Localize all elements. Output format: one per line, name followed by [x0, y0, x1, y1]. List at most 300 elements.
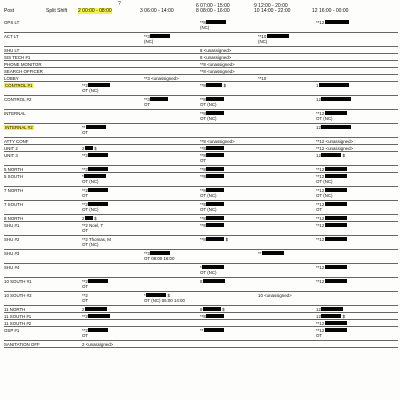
cell-line — [316, 237, 400, 242]
shift-cell — [200, 48, 310, 53]
cell-text: OT (NC) — [82, 87, 99, 93]
cell-text: **8 — [200, 173, 206, 179]
shift-cell — [200, 146, 310, 151]
post-name: OPS LT — [4, 19, 20, 25]
schedule-row — [4, 341, 398, 348]
cell-text: * — [200, 264, 202, 270]
cell-text: 8 <unassigned> — [200, 54, 232, 60]
cell-text: **8 — [200, 222, 206, 228]
cell-line — [316, 179, 400, 184]
shift-2-header: 2 00:00 - 08:00 — [78, 8, 112, 14]
cell-text: **8 — [200, 201, 206, 207]
post-name: 10 SOUTH #2 — [4, 292, 32, 298]
cell-line — [258, 251, 368, 256]
shift-cell — [200, 55, 310, 60]
cell-text: **12 — [316, 166, 325, 172]
cell-text: OT — [82, 129, 89, 135]
cell-text: 2 — [82, 145, 85, 151]
cell-text: **12 — [316, 19, 325, 25]
redaction-bar — [146, 293, 166, 298]
cell-line — [200, 223, 310, 228]
redaction-bar — [85, 307, 107, 312]
schedule-row — [4, 19, 398, 33]
cell-text: OT — [316, 206, 323, 212]
cell-text: $ — [341, 152, 346, 158]
redaction-bar — [325, 223, 347, 228]
shift-cell — [316, 146, 400, 151]
post-name: ATTY CONF — [4, 138, 29, 144]
cell-text: $ — [92, 215, 97, 221]
post-name: SHU LT — [4, 47, 20, 53]
shift-cell — [200, 279, 310, 284]
shift-cell — [316, 279, 400, 284]
redaction-bar — [206, 97, 224, 102]
shift-cell — [200, 139, 310, 144]
cell-line — [316, 223, 400, 228]
schedule-row — [4, 166, 398, 173]
shift-cell — [200, 216, 310, 221]
redaction-bar — [321, 97, 351, 102]
schedule-row — [4, 313, 398, 320]
shift-cell — [82, 125, 192, 135]
shift-cell — [82, 202, 192, 212]
schedule-row — [4, 61, 398, 68]
redaction-bar — [325, 167, 347, 172]
cell-text: **12 — [316, 110, 325, 116]
cell-text: 12 — [316, 152, 321, 158]
redaction-bar — [206, 20, 226, 25]
cell-line — [200, 279, 310, 284]
cell-line — [200, 139, 310, 144]
redaction-bar — [267, 34, 289, 39]
redaction-bar — [204, 328, 224, 333]
cell-text: (NC) — [200, 24, 210, 30]
shift-cell — [200, 69, 310, 74]
cell-text: 12 — [316, 124, 321, 130]
cell-text: **3 — [144, 96, 150, 102]
cell-text: 2 <unassigned> — [82, 341, 114, 347]
cell-line — [82, 228, 192, 233]
cell-text: **2 — [82, 166, 88, 172]
cell-text: OT — [82, 332, 89, 338]
cell-text: * — [144, 292, 146, 298]
post-name: 7 SOUTH — [4, 201, 24, 207]
cell-text: OT (NC) — [316, 178, 333, 184]
redaction-bar — [206, 167, 224, 172]
redaction-bar — [150, 251, 170, 256]
cell-text: **8 — [200, 110, 206, 116]
redaction-bar — [88, 167, 108, 172]
redaction-bar — [319, 83, 349, 88]
redaction-bar — [206, 223, 224, 228]
cell-line — [200, 146, 310, 151]
cell-text: $ — [220, 306, 225, 312]
post-column-header: Post — [4, 8, 15, 14]
shift-cell — [316, 111, 400, 121]
cell-line — [200, 270, 310, 275]
redaction-bar — [206, 83, 222, 88]
shift-cell — [200, 237, 310, 242]
cell-line — [82, 342, 192, 347]
cell-text: 2 — [82, 306, 85, 312]
cell-text: ** — [200, 327, 204, 333]
shift-cell — [144, 293, 254, 303]
cell-text: **2 — [82, 187, 88, 193]
cell-text: * — [82, 173, 84, 179]
cell-text: **2 Noel, T — [82, 222, 104, 228]
cell-text: (NC) — [258, 38, 268, 44]
cell-line — [82, 307, 192, 312]
schedule-row — [4, 236, 398, 250]
cell-line — [82, 216, 192, 221]
redaction-bar — [88, 279, 108, 284]
schedule-row — [4, 327, 398, 341]
cell-text: 12 — [316, 96, 321, 102]
cell-text: OT — [82, 297, 89, 303]
cell-line — [316, 265, 400, 270]
shift-cell — [200, 111, 310, 121]
post-name: ACT LT — [4, 33, 19, 39]
cell-line — [316, 20, 400, 25]
cell-text: OT — [316, 332, 323, 338]
cell-text: **2 — [82, 327, 88, 333]
cell-text: $ — [222, 82, 227, 88]
cell-line — [144, 76, 254, 81]
shift-cell — [316, 216, 400, 221]
cell-text: OT — [200, 157, 207, 163]
cell-text: **12 — [316, 320, 325, 326]
cell-line — [316, 321, 400, 326]
redaction-bar — [321, 153, 341, 158]
cell-line — [316, 167, 400, 172]
post-name: UNIT 3 — [4, 152, 18, 158]
shift-cell — [316, 307, 400, 312]
cell-line — [258, 293, 368, 298]
cell-line — [316, 307, 400, 312]
shift-cell — [82, 83, 192, 93]
cell-text: OT (NC) — [82, 178, 99, 184]
shift-cell — [200, 97, 310, 107]
post-name: LOBBY — [4, 75, 19, 81]
cell-line — [316, 139, 400, 144]
cell-line — [82, 333, 192, 338]
shift-cell — [82, 223, 192, 233]
cell-text: $ — [92, 145, 97, 151]
redaction-bar — [150, 97, 168, 102]
post-name: 5 SOUTH — [4, 173, 24, 179]
shift-cell — [316, 223, 400, 228]
cell-text: **2 — [82, 82, 88, 88]
redaction-bar — [325, 279, 347, 284]
shift-cell — [316, 97, 400, 102]
redaction-bar — [321, 314, 341, 319]
post-name: PHONE MONITOR — [4, 61, 42, 67]
cell-line — [316, 125, 400, 130]
cell-text: **3 — [144, 250, 150, 256]
cell-text: 8 — [200, 306, 203, 312]
cell-line — [316, 333, 400, 338]
post-name: 5 NORTH — [4, 166, 24, 172]
shift-cell — [316, 20, 400, 25]
cell-text: **2 — [82, 313, 88, 319]
shift-cell — [200, 153, 310, 163]
cell-text: OT (NC) — [316, 192, 333, 198]
schedule-row — [4, 264, 398, 278]
redaction-bar — [206, 202, 224, 207]
cell-text: **2 — [82, 152, 88, 158]
schedule-table — [4, 19, 398, 348]
cell-line — [200, 174, 310, 179]
shift-cell — [82, 314, 192, 319]
shift-cell — [200, 62, 310, 67]
cell-line — [316, 207, 400, 212]
shift-cell — [316, 139, 400, 144]
shift-cell — [316, 174, 400, 184]
redaction-bar — [206, 174, 224, 179]
cell-text: **2 Thomas, M — [82, 236, 111, 242]
post-name: SHU #2 — [4, 236, 20, 242]
shift-cell — [200, 314, 310, 319]
cell-text: ** — [82, 124, 86, 130]
cell-line — [82, 146, 192, 151]
post-name: SIS TECH #1 — [4, 54, 31, 60]
shift-cell — [144, 251, 254, 261]
redaction-bar — [325, 188, 347, 193]
cell-text: **8 — [200, 82, 206, 88]
cell-line — [200, 102, 310, 107]
shift-6-header: 6 07:00 - 15:00 — [196, 3, 230, 9]
shift-cell — [200, 83, 310, 88]
cell-text: **12 — [316, 264, 325, 270]
redaction-bar — [206, 111, 224, 116]
post-name: INTERNAL #2 — [5, 124, 33, 130]
redaction-bar — [84, 174, 106, 179]
redaction-bar — [202, 265, 224, 270]
cell-line — [82, 284, 192, 289]
cell-text: **8 — [200, 152, 206, 158]
shift-cell — [316, 328, 400, 338]
redaction-bar — [325, 237, 347, 242]
shift-cell — [200, 328, 310, 333]
cell-text: OT (NC) — [200, 269, 217, 275]
redaction-bar — [85, 216, 93, 221]
shift-cell — [258, 293, 368, 298]
cell-line — [200, 116, 310, 121]
cell-text: **12 <unassigned> — [316, 138, 354, 144]
cell-text: **8 <unassigned> — [200, 138, 235, 144]
cell-text: $ — [341, 313, 346, 319]
cell-line — [258, 76, 368, 81]
schedule-row — [4, 215, 398, 222]
schedule-row — [4, 96, 398, 110]
schedule-row — [4, 110, 398, 124]
shift-cell — [82, 279, 192, 289]
cell-text: ** — [258, 250, 262, 256]
redaction-bar — [206, 153, 224, 158]
cell-text: **10 — [258, 75, 267, 81]
cell-line — [200, 328, 310, 333]
shift-cell — [258, 251, 368, 256]
shift-cell — [82, 167, 192, 172]
redaction-bar — [88, 314, 110, 319]
shift-cell — [258, 34, 368, 44]
cell-text: $ — [224, 236, 229, 242]
cell-line — [82, 314, 192, 319]
shift-cell — [82, 146, 192, 151]
redaction-bar — [206, 146, 224, 151]
cell-line — [82, 167, 192, 172]
cell-text: OT (NC) — [82, 241, 99, 247]
cell-text: OT (NC) — [200, 206, 217, 212]
post-name: 11 SOUTH #1 — [4, 313, 32, 319]
cell-text: $ — [166, 292, 170, 298]
shift-cell — [200, 20, 310, 30]
shift-cell — [200, 307, 310, 312]
redaction-bar — [325, 202, 347, 207]
schedule-row — [4, 145, 398, 152]
cell-text: **8 — [200, 96, 206, 102]
post-name: 11 NORTH — [4, 306, 26, 312]
redaction-bar — [88, 328, 108, 333]
redaction-bar — [262, 251, 284, 256]
cell-text: **3 — [144, 33, 150, 39]
post-name: 11 SOUTH #2 — [4, 320, 32, 326]
shift-cell — [82, 188, 192, 198]
redaction-bar — [206, 314, 224, 319]
cell-line — [82, 242, 192, 247]
post-name: 8 NORTH — [4, 215, 24, 221]
cell-line — [82, 130, 192, 135]
cell-text: OT — [82, 192, 89, 198]
cell-line — [316, 153, 400, 158]
cell-line — [258, 39, 368, 44]
shift-12-header: 12 16:00 - 00:00 — [312, 8, 349, 14]
shift-cell — [200, 265, 310, 275]
cell-text: **8 — [200, 215, 206, 221]
shift-cell — [316, 153, 400, 158]
cell-text: **12 — [316, 222, 325, 228]
redaction-bar — [325, 216, 347, 221]
schedule-row — [4, 33, 398, 47]
cell-text: 12 — [316, 313, 321, 319]
redaction-bar — [88, 83, 110, 88]
cell-text: **2 — [82, 201, 88, 207]
schedule-row — [4, 82, 398, 96]
redaction-bar — [203, 279, 225, 284]
shift-cell — [82, 307, 192, 312]
schedule-row — [4, 54, 398, 61]
redaction-bar — [86, 125, 106, 130]
schedule-row — [4, 201, 398, 215]
post-name: SHU #1 — [4, 222, 20, 228]
shift-cell — [82, 174, 192, 184]
shift-cell — [316, 167, 400, 172]
schedule-row — [4, 222, 398, 236]
post-name: OSP #1 — [4, 327, 20, 333]
post-name: INTERNAL — [4, 110, 26, 116]
post-name: SHU #3 — [4, 250, 20, 256]
cell-line — [144, 39, 254, 44]
cell-line — [316, 314, 400, 319]
shift-cell — [316, 321, 400, 326]
cell-line — [200, 307, 310, 312]
shift-cell — [316, 237, 400, 242]
cell-text: OT — [82, 227, 89, 233]
cell-text: **12 — [316, 187, 325, 193]
cell-text: **8 <unassigned> — [200, 68, 235, 74]
cell-text: **12 — [316, 278, 325, 284]
redaction-bar — [325, 174, 347, 179]
post-name: UNIT 2 — [4, 145, 18, 151]
redaction-bar — [325, 265, 347, 270]
split-shift-header: Split Shift — [46, 8, 68, 14]
schedule-row — [4, 292, 398, 306]
shift-cell — [316, 125, 400, 130]
cell-text: **2 — [82, 278, 88, 284]
shift-cell — [200, 223, 310, 228]
shift-cell — [316, 188, 400, 198]
cell-line — [82, 153, 192, 158]
shift-cell — [82, 216, 192, 221]
post-name: SHU #4 — [4, 264, 20, 270]
cell-line — [200, 62, 310, 67]
cell-line — [316, 216, 400, 221]
shift-cell — [82, 237, 192, 247]
cell-line — [200, 83, 310, 88]
cell-line — [316, 193, 400, 198]
post-name: CONTROL #2 — [4, 96, 32, 102]
cell-text: 12 — [316, 306, 321, 312]
redaction-bar — [88, 202, 108, 207]
cell-line — [200, 55, 310, 60]
redaction-bar — [88, 153, 108, 158]
cell-text: **10 — [258, 33, 267, 39]
post-name: SANITATION OFF — [4, 341, 40, 347]
shift-cell — [200, 188, 310, 198]
schedule-row — [4, 250, 398, 264]
post-name: 10 SOUTH #1 — [4, 278, 32, 284]
schedule-row — [4, 138, 398, 145]
schedule-row — [4, 278, 398, 292]
redaction-bar — [325, 328, 347, 333]
shift-cell — [144, 34, 254, 44]
shift-cell — [316, 265, 400, 270]
redaction-bar — [206, 237, 224, 242]
redaction-bar — [88, 188, 108, 193]
redaction-bar — [206, 216, 224, 221]
cell-text: **12 — [316, 173, 325, 179]
cell-line — [144, 298, 254, 303]
shift-3-header: 3 06:00 - 14:00 — [140, 8, 174, 14]
cell-line — [200, 69, 310, 74]
cell-text: OT 08:00 16:00 — [144, 255, 175, 261]
cell-line — [144, 256, 254, 261]
shift-9-header: 9 12:00 - 20:00 — [254, 3, 288, 9]
cell-text: **12 — [316, 201, 325, 207]
cell-text: **3 <unassigned> — [144, 75, 179, 81]
cell-text: 10 <unassigned> — [258, 292, 292, 298]
cell-text: **8 <unassigned> — [200, 61, 235, 67]
shift-cell — [200, 174, 310, 179]
shift-cell — [200, 167, 310, 172]
cell-text: OT (NC) — [200, 101, 217, 107]
redaction-bar — [325, 20, 349, 25]
shift-cell — [258, 76, 368, 81]
cell-text: **2 — [82, 292, 88, 298]
shift-8-header: 8 08:00 - 16:00 — [196, 8, 230, 14]
shift-cell — [316, 83, 400, 88]
cell-line — [316, 279, 400, 284]
